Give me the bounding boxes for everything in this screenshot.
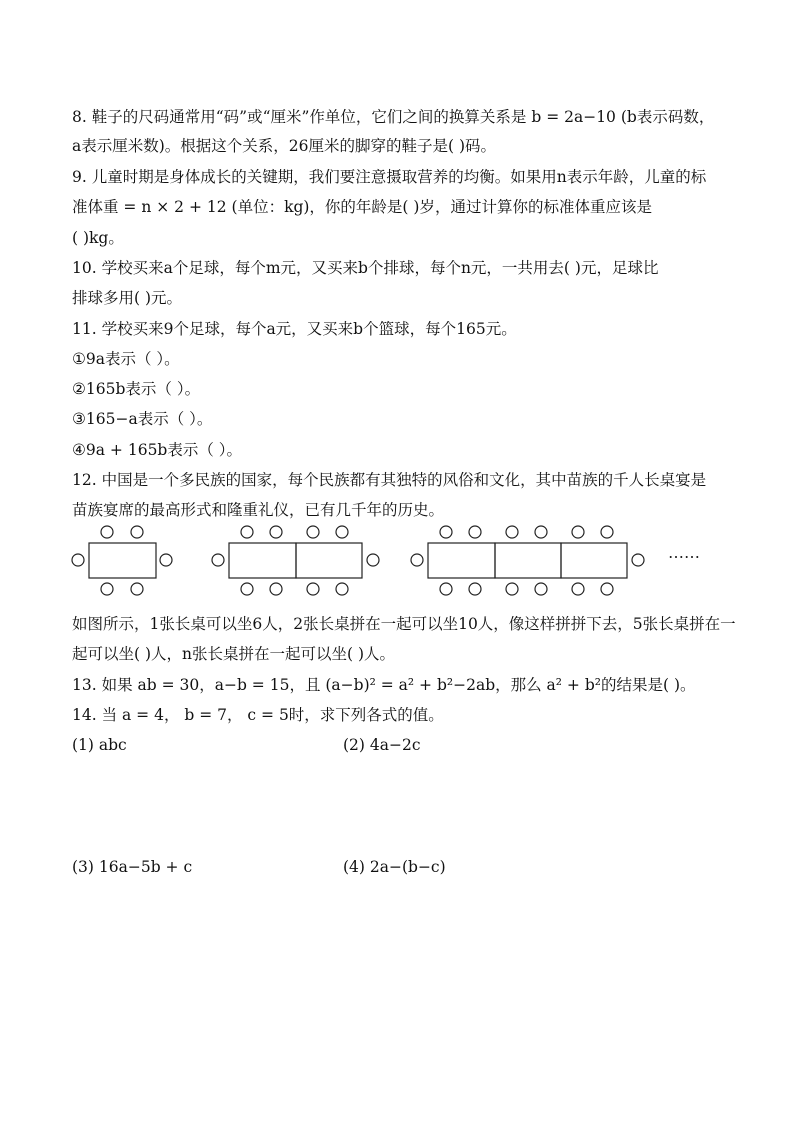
problem-8-line-1: 8. 鞋子的尺码通常用“码”或“厘米”作单位，它们之间的换算关系是 b = 2a−10 (b表示码数， bbox=[72, 108, 715, 126]
problem-11-item-2: ②165b表示（ ）。 bbox=[72, 380, 201, 398]
problem-14-stem: 14. 当 a = 4， b = 7， c = 5时，求下列各式的值。 bbox=[72, 706, 444, 724]
problem-8-line-2: a表示厘米数)。根据这个关系，26厘米的脚穿的鞋子是( )码。 bbox=[72, 137, 497, 155]
continuation-ellipsis: …… bbox=[668, 543, 700, 562]
problem-11-stem: 11. 学校买来9个足球，每个a元，又买来b个篮球，每个165元。 bbox=[72, 320, 517, 338]
problem-11-item-4: ④9a + 165b表示（ ）。 bbox=[72, 441, 243, 459]
problem-11-item-1: ①9a表示（ ）。 bbox=[72, 350, 180, 368]
problem-9-line-1: 9. 儿童时期是身体成长的关键期，我们要注意摄取营养的均衡。如果用n表示年龄，儿童的标 bbox=[72, 168, 707, 186]
problem-10-line-1: 10. 学校买来a个足球，每个m元，又买来b个排球，每个n元，一共用去( )元，足球比 bbox=[72, 259, 659, 277]
problem-12-line-3: 如图所示，1张长桌可以坐6人，2张长桌拼在一起可以坐10人，像这样拼拼下去，5张长桌拼在一 bbox=[72, 615, 736, 633]
problem-9-line-3: ( )kg。 bbox=[72, 229, 124, 247]
problem-11-item-3: ③165−a表示（ ）。 bbox=[72, 410, 213, 428]
problem-14-part-3: (3) 16a−5b + c bbox=[72, 858, 193, 876]
problem-12-line-4: 起可以坐( )人，n张长桌拼在一起可以坐( )人。 bbox=[72, 645, 396, 663]
problem-14-part-1: (1) abc bbox=[72, 736, 127, 754]
problem-10-line-2: 排球多用( )元。 bbox=[72, 289, 183, 307]
problem-9-line-2: 准体重 = n × 2 + 12 (单位：kg)，你的年龄是( )岁，通过计算你的标准体重应该是 bbox=[72, 198, 652, 216]
problem-13: 13. 如果 ab = 30，a−b = 15，且 (a−b)² = a² + b²−2ab，那么 a² + b²的结果是( )。 bbox=[72, 676, 696, 694]
problem-12-line-2: 苗族宴席的最高形式和隆重礼仪，已有几千年的历史。 bbox=[72, 501, 445, 519]
arrangement-2-tables bbox=[212, 526, 379, 595]
arrangement-1-table bbox=[72, 526, 172, 595]
arrangement-3-tables bbox=[411, 526, 644, 595]
problem-14-part-4: (4) 2a−(b−c) bbox=[343, 858, 446, 876]
problem-12-line-1: 12. 中国是一个多民族的国家，每个民族都有其独特的风俗和文化，其中苗族的千人长桌宴是 bbox=[72, 471, 707, 489]
problem-14-part-2: (2) 4a−2c bbox=[343, 736, 421, 754]
